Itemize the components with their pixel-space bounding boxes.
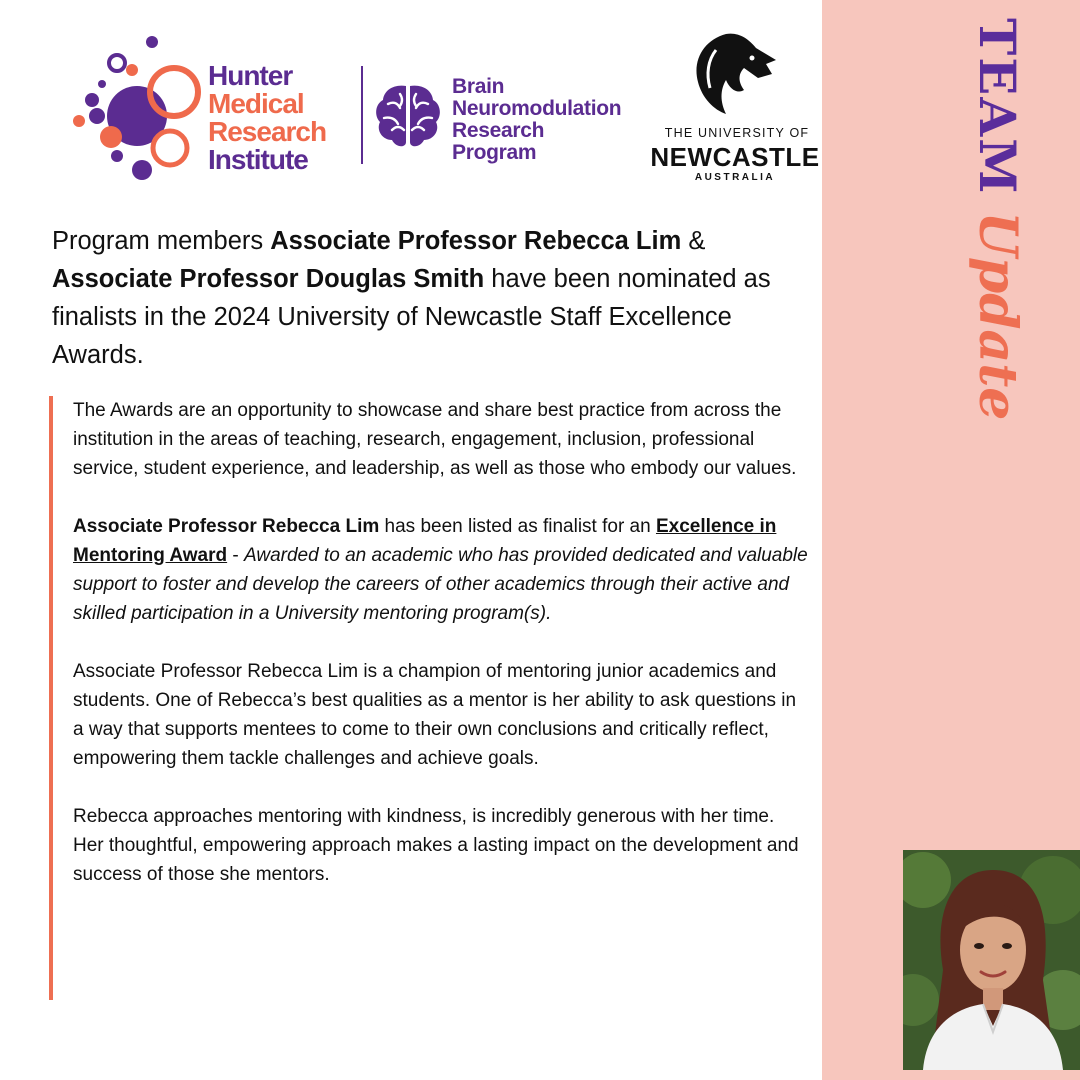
headline-name-1: Associate Professor Rebecca Lim — [270, 227, 682, 255]
hmri-line3: Research — [208, 116, 327, 147]
update-word: Update — [967, 211, 1028, 421]
hmri-line1: Hunter — [208, 60, 293, 91]
paragraph-awards: The Awards are an opportunity to showcase and share best practice from across the institution in the areas of teaching, research, engagement, inclusion, professional service, student experience, and leadership, as well as those who embody our values. — [73, 400, 797, 479]
team-word: TEAM — [968, 18, 1027, 196]
program-wordmark — [452, 76, 621, 164]
award-description: Awarded to an academic who has provided dedicated and valuable support to foster and develop the careers of other academics through their active and skilled participation in a University mentoring program(s). — [73, 545, 808, 624]
hmri-logo — [70, 34, 360, 184]
headline-text-2: & — [681, 227, 706, 255]
headline-text-1: Program members — [52, 227, 271, 255]
body-text — [49, 396, 809, 1000]
award-name: Excellence in Mentoring Award — [73, 516, 777, 566]
finalist-text: has been listed as finalist for an — [379, 516, 656, 537]
university-line2: NEWCASTLE — [650, 142, 820, 172]
brain-icon — [372, 80, 444, 152]
headline-text-3: have been nominated as finalists in the 2024 University of Newcastle Staff Excellence Awards. — [52, 265, 771, 369]
university-line1: THE UNIVERSITY OF — [664, 126, 810, 140]
headline — [52, 222, 822, 374]
paragraph-approach: Rebecca approaches mentoring with kindness, is incredibly generous with her time. Her thoughtful, empowering approach makes a lasting impact on the development and success of those she mentors. — [73, 806, 799, 885]
program-line4: Program — [452, 141, 537, 164]
hmri-line4: Institute — [208, 144, 308, 175]
program-line2: Neuromodulation — [452, 97, 622, 120]
portrait-illustration — [903, 850, 1080, 1070]
portrait-photo — [903, 850, 1080, 1070]
award-separator: - — [227, 545, 245, 566]
program-line1: Brain — [452, 75, 505, 98]
paragraph-finalist — [73, 512, 809, 628]
university-line3: AUSTRALIA — [694, 172, 776, 183]
finalist-name: Associate Professor Rebecca Lim — [73, 516, 380, 537]
team-update-title — [967, 18, 1028, 420]
paragraph-champion: Associate Professor Rebecca Lim is a champion of mentoring junior academics and students. One of Rebecca’s best qualities as a mentor is her ability to ask questions in a way that supports mentees to come to their own conclusions and critically reflect, empowering them tackle challenges and achieve goals. — [73, 661, 797, 769]
logo-divider — [361, 66, 363, 164]
hmri-circles-logo-icon — [70, 34, 210, 184]
horse-crest-icon — [686, 30, 782, 122]
hmri-wordmark — [208, 62, 326, 174]
hmri-line2: Medical — [208, 88, 304, 119]
program-line3: Research — [452, 119, 545, 142]
headline-name-2: Associate Professor Douglas Smith — [52, 265, 485, 293]
university-logo — [650, 28, 820, 188]
